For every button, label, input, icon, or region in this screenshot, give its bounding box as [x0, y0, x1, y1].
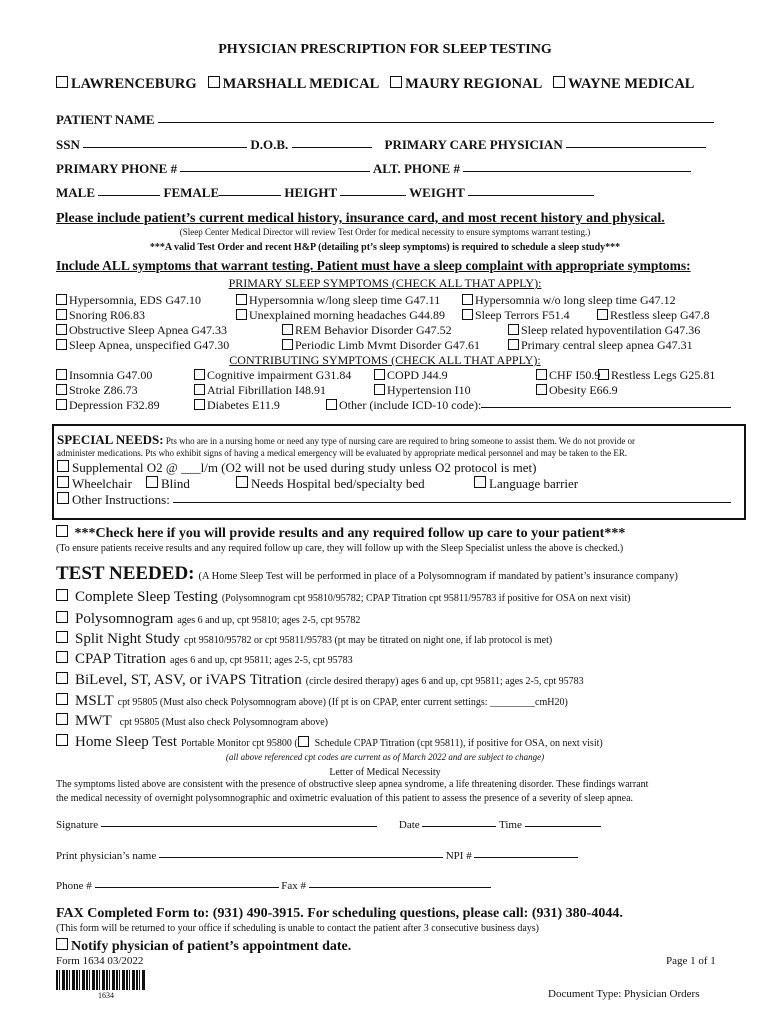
- barcode-number: 1634: [98, 991, 114, 1000]
- other-instructions-checkbox[interactable]: [57, 492, 69, 504]
- document-type: Document Type: Physician Orders: [548, 988, 700, 1000]
- symptom-hypoventilation[interactable]: Sleep related hypoventilation G47.36: [508, 323, 700, 338]
- symptom-snoring[interactable]: Snoring R06.83: [56, 308, 145, 323]
- symptom-sleep-terrors[interactable]: Sleep Terrors F51.4: [462, 308, 570, 323]
- symptom-morning-headaches[interactable]: Unexplained morning headaches G44.89: [236, 308, 445, 323]
- pcp-field[interactable]: [566, 146, 706, 148]
- special-needs-intro: SPECIAL NEEDS: Pts who are in a nursing home or need any type of nursing care are required to bring someone to assist them. We do not provide or: [57, 432, 636, 447]
- test-complete-sleep[interactable]: Complete Sleep Testing (Polysomnogram cpt 95810/95782; CPAP Titration cpt 95811/95783 if positive for OSA on next visit): [56, 588, 630, 606]
- location-wayne-checkbox[interactable]: WAYNE MEDICAL: [553, 76, 694, 92]
- fax-field[interactable]: [309, 886, 491, 888]
- female-field[interactable]: [219, 194, 281, 196]
- ssn-row: SSN D.O.B. PRIMARY CARE PHYSICIAN: [56, 137, 706, 153]
- symptom-restless-sleep[interactable]: Restless sleep G47.8: [597, 308, 710, 323]
- symptom-central-sleep-apnea[interactable]: Primary central sleep apnea G47.31: [508, 338, 693, 353]
- symptom-hypersomnia-eds[interactable]: Hypersomnia, EDS G47.10: [56, 293, 201, 308]
- symptom-hypersomnia-long[interactable]: Hypersomnia w/long sleep time G47.11: [236, 293, 440, 308]
- history-notice: Please include patient’s current medical history, insurance card, and most recent history and physical.: [56, 211, 665, 226]
- cpt-note: (all above referenced cpt codes are current as of March 2022 and are subject to change): [225, 752, 545, 762]
- letter-heading: Letter of Medical Necessity: [329, 767, 441, 778]
- signature-field[interactable]: [101, 825, 377, 827]
- test-cpap-titration[interactable]: CPAP Titration ages 6 and up, cpt 95811; ages 2-5, cpt 95783: [56, 650, 353, 668]
- symptom-hypertension[interactable]: Hypertension I10: [374, 383, 471, 398]
- other-instructions-row: Other Instructions:: [57, 492, 731, 508]
- npi-field[interactable]: [474, 856, 578, 858]
- print-name-row: Print physician’s name NPI #: [56, 850, 578, 862]
- fax-instructions: FAX Completed Form to: (931) 490-3915. For scheduling questions, please call: (931) 380-4044.: [56, 906, 623, 921]
- signature-row: Signature Date Time: [56, 819, 601, 831]
- symptom-depression[interactable]: Depression F32.89: [56, 398, 160, 413]
- symptom-other[interactable]: Other (include ICD-10 code):: [326, 398, 731, 413]
- test-needed-header: TEST NEEDED: (A Home Sleep Test will be performed in place of a Polysomnogram if mandated by patient’s insurance company): [56, 563, 678, 584]
- demographics-row: MALE FEMALE HEIGHT WEIGHT: [56, 185, 594, 201]
- symptom-hypersomnia-short[interactable]: Hypersomnia w/o long sleep time G47.12: [462, 293, 676, 308]
- symptoms-heading: Include ALL symptoms that warrant testing. Patient must have a sleep complaint with appropriate symptoms:: [56, 258, 691, 273]
- time-field[interactable]: [525, 825, 601, 827]
- height-field[interactable]: [340, 194, 406, 196]
- test-polysomnogram[interactable]: Polysomnogram ages 6 and up, cpt 95810; ages 2-5, cpt 95782: [56, 610, 360, 628]
- letter-text-2: the medical necessity of overnight polysomnographic and oximetric evaluation of this patient to assess the presence of a severity of sleep apnea.: [56, 793, 634, 804]
- symptom-copd[interactable]: COPD J44.9: [374, 368, 448, 383]
- language-barrier-checkbox[interactable]: Language barrier: [474, 476, 578, 492]
- test-mwt[interactable]: MWT cpt 95805 (Must also check Polysomnogram above): [56, 712, 328, 730]
- symptom-chf[interactable]: CHF I50.9: [536, 368, 600, 383]
- test-split-night[interactable]: Split Night Study cpt 95810/95782 or cpt 95811/95783 (pt may be titrated on night one, if lab protocol is met): [56, 630, 552, 648]
- valid-order-note: ***A valid Test Order and recent H&P (detailing pt’s sleep symptoms) is required to schedule a sleep study***: [149, 242, 621, 253]
- contributing-symptoms-heading: CONTRIBUTING SYMPTOMS (CHECK ALL THAT APPLY):: [229, 353, 541, 367]
- schedule-cpap-checkbox[interactable]: [298, 736, 309, 747]
- symptom-restless-legs[interactable]: Restless Legs G25.81: [598, 368, 715, 383]
- form-title: PHYSICIAN PRESCRIPTION FOR SLEEP TESTING: [218, 42, 552, 57]
- location-lawrenceburg-checkbox[interactable]: LAWRENCEBURG: [56, 76, 197, 92]
- symptom-afib[interactable]: Atrial Fibrillation I48.91: [194, 383, 326, 398]
- patient-name-field[interactable]: [158, 121, 714, 123]
- symptom-plmd[interactable]: Periodic Limb Mvmt Disorder G47.61: [282, 338, 480, 353]
- letter-text-1: The symptoms listed above are consistent with the presence of obstructive sleep apnea syndrome, a life threatening disorder. These findings warrant: [56, 779, 649, 790]
- symptom-obesity[interactable]: Obesity E66.9: [536, 383, 618, 398]
- wheelchair-checkbox[interactable]: Wheelchair: [57, 476, 132, 492]
- supplemental-o2-checkbox[interactable]: Supplemental O2 @ ___l/m (O2 will not be used during study unless O2 protocol is met): [57, 460, 536, 476]
- symptom-diabetes[interactable]: Diabetes E11.9: [194, 398, 280, 413]
- results-checkbox[interactable]: ***Check here if you will provide results and any required follow up care to your patient***: [56, 525, 625, 542]
- hospital-bed-checkbox[interactable]: Needs Hospital bed/specialty bed: [236, 476, 425, 492]
- weight-field[interactable]: [468, 194, 594, 196]
- blind-checkbox[interactable]: Blind: [146, 476, 190, 492]
- print-name-field[interactable]: [159, 856, 443, 858]
- primary-symptoms-heading: PRIMARY SLEEP SYMPTOMS (CHECK ALL THAT APPLY):: [228, 276, 542, 290]
- location-maury-checkbox[interactable]: MAURY REGIONAL: [390, 76, 542, 92]
- director-note: (Sleep Center Medical Director will review Test Order for medical necessity to ensure symptoms warrant testing.): [179, 227, 591, 237]
- notify-checkbox[interactable]: Notify physician of patient’s appointment date.: [56, 938, 351, 955]
- symptom-insomnia[interactable]: Insomnia G47.00: [56, 368, 152, 383]
- primary-phone-field[interactable]: [180, 170, 370, 172]
- male-field[interactable]: [98, 194, 160, 196]
- symptom-osa[interactable]: Obstructive Sleep Apnea G47.33: [56, 323, 227, 338]
- phone-row: PRIMARY PHONE # ALT. PHONE #: [56, 161, 691, 177]
- patient-name-row: PATIENT NAME: [56, 112, 714, 128]
- location-marshall-checkbox[interactable]: MARSHALL MEDICAL: [208, 76, 380, 92]
- results-note: (To ensure patients receive results and any required follow up care, they will follow up with the Sleep Specialist unless the above is checked.): [56, 543, 624, 554]
- test-bilevel[interactable]: BiLevel, ST, ASV, or iVAPS Titration (circle desired therapy) ages 6 and up, cpt 95811; ages 2-5, cpt 95783: [56, 671, 584, 689]
- symptom-rem-behavior[interactable]: REM Behavior Disorder G47.52: [282, 323, 452, 338]
- special-needs-text: administer medications. Pts who exhibit signs of having a medical emergency will be evaluated by appropriate medical personnel and may be taken to the ER.: [57, 448, 628, 458]
- symptom-sleep-apnea-unspecified[interactable]: Sleep Apnea, unspecified G47.30: [56, 338, 229, 353]
- date-field[interactable]: [422, 825, 496, 827]
- test-home-sleep[interactable]: Home Sleep Test Portable Monitor cpt 95800 ( Schedule CPAP Titration (cpt 95811), if positive for OSA, on next visit): [56, 733, 603, 751]
- location-options: [56, 76, 694, 93]
- other-instructions-field[interactable]: [173, 501, 731, 503]
- alt-phone-field[interactable]: [463, 170, 691, 172]
- return-note: (This form will be returned to your office if scheduling is unable to contact the patient after 3 consecutive business days): [56, 923, 540, 934]
- phone-fax-row: Phone # Fax #: [56, 880, 491, 892]
- symptom-stroke[interactable]: Stroke Z86.73: [56, 383, 138, 398]
- test-mslt[interactable]: MSLT cpt 95805 (Must also check Polysomnogram above) (If pt is on CPAP, enter current settings: _________cmH20): [56, 692, 568, 710]
- special-needs-box: [52, 424, 746, 520]
- barcode: [56, 970, 146, 990]
- symptom-cognitive-impairment[interactable]: Cognitive impairment G31.84: [194, 368, 351, 383]
- form-id: Form 1634 03/2022: [56, 955, 144, 967]
- ssn-field[interactable]: [83, 146, 247, 148]
- dob-field[interactable]: [292, 146, 372, 148]
- page-number: Page 1 of 1: [666, 955, 716, 967]
- phone-field[interactable]: [95, 886, 279, 888]
